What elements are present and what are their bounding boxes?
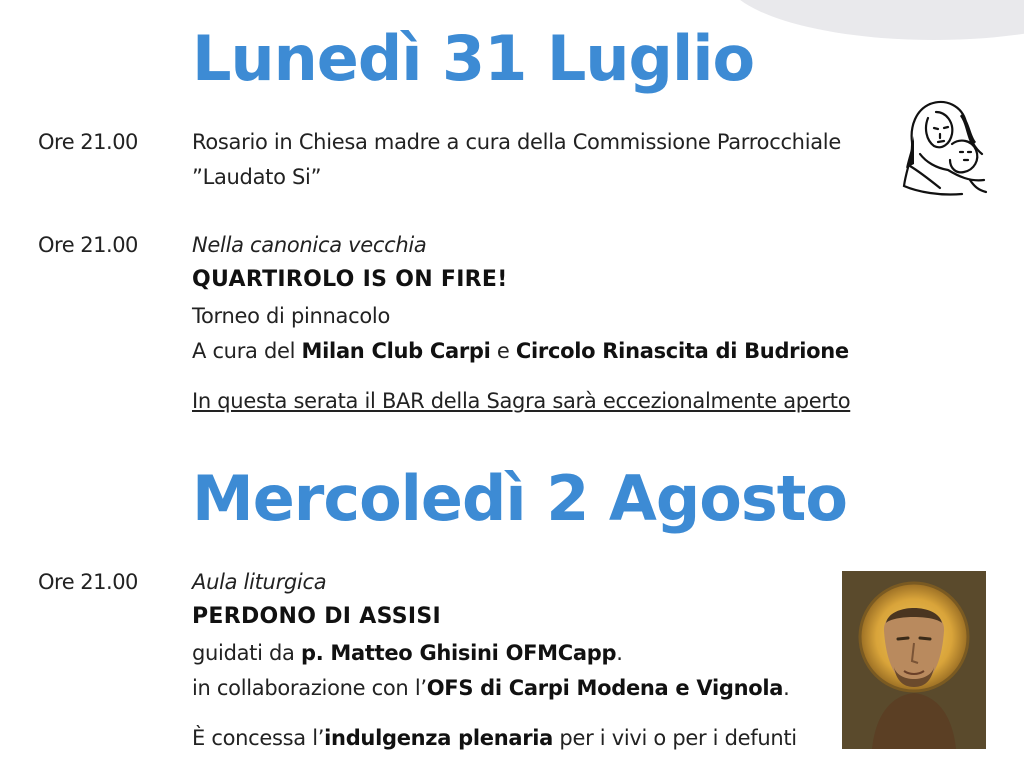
collaboration-suffix: . xyxy=(783,676,790,700)
corner-decoration xyxy=(724,0,1024,40)
day2-event1-collaboration xyxy=(192,676,790,700)
day1-event1-description: Rosario in Chiesa madre a cura della Commissione Parrocchiale xyxy=(192,130,841,154)
day1-heading: Lunedì 31 Luglio xyxy=(192,22,755,95)
organizers-conjunction: e xyxy=(490,339,516,363)
saint-francis-image xyxy=(842,571,986,749)
indulgence-prefix: È concessa l’ xyxy=(192,726,325,750)
day1-event2-bar-note: In questa serata il BAR della Sagra sarà eccezionalmente aperto xyxy=(192,389,851,413)
day2-event1-title: PERDONO DI ASSISI xyxy=(192,604,441,629)
collaboration-prefix: in collaborazione con l’ xyxy=(192,676,427,700)
day2-event1-indulgence xyxy=(192,726,797,750)
day2-event1-guide xyxy=(192,641,623,665)
collaboration-org: OFS di Carpi Modena e Vignola xyxy=(426,676,784,700)
day1-event1-time: Ore 21.00 xyxy=(38,130,138,154)
indulgence-suffix: per i vivi o per i defunti xyxy=(553,726,797,750)
day1-event2-organizers xyxy=(192,339,849,363)
organizer-circolo-rinascita: Circolo Rinascita di Budrione xyxy=(515,339,849,363)
guide-suffix: . xyxy=(616,641,623,665)
day1-event2-location: Nella canonica vecchia xyxy=(192,233,427,257)
madonna-illustration xyxy=(900,96,990,198)
guide-name: p. Matteo Ghisini OFMCapp xyxy=(301,641,617,665)
day2-event1-location: Aula liturgica xyxy=(192,570,327,594)
day1-event1-description-2: ”Laudato Si” xyxy=(192,165,322,189)
indulgence-term: indulgenza plenaria xyxy=(324,726,554,750)
day2-heading: Mercoledì 2 Agosto xyxy=(192,462,848,535)
day1-event2-time: Ore 21.00 xyxy=(38,233,138,257)
day2-event1-time: Ore 21.00 xyxy=(38,570,138,594)
guide-prefix: guidati da xyxy=(192,641,301,665)
day1-event2-title: QUARTIROLO IS ON FIRE! xyxy=(192,267,508,292)
organizer-milan-club: Milan Club Carpi xyxy=(301,339,491,363)
organizers-prefix: A cura del xyxy=(192,339,302,363)
day1-event2-subtitle: Torneo di pinnacolo xyxy=(192,304,390,328)
